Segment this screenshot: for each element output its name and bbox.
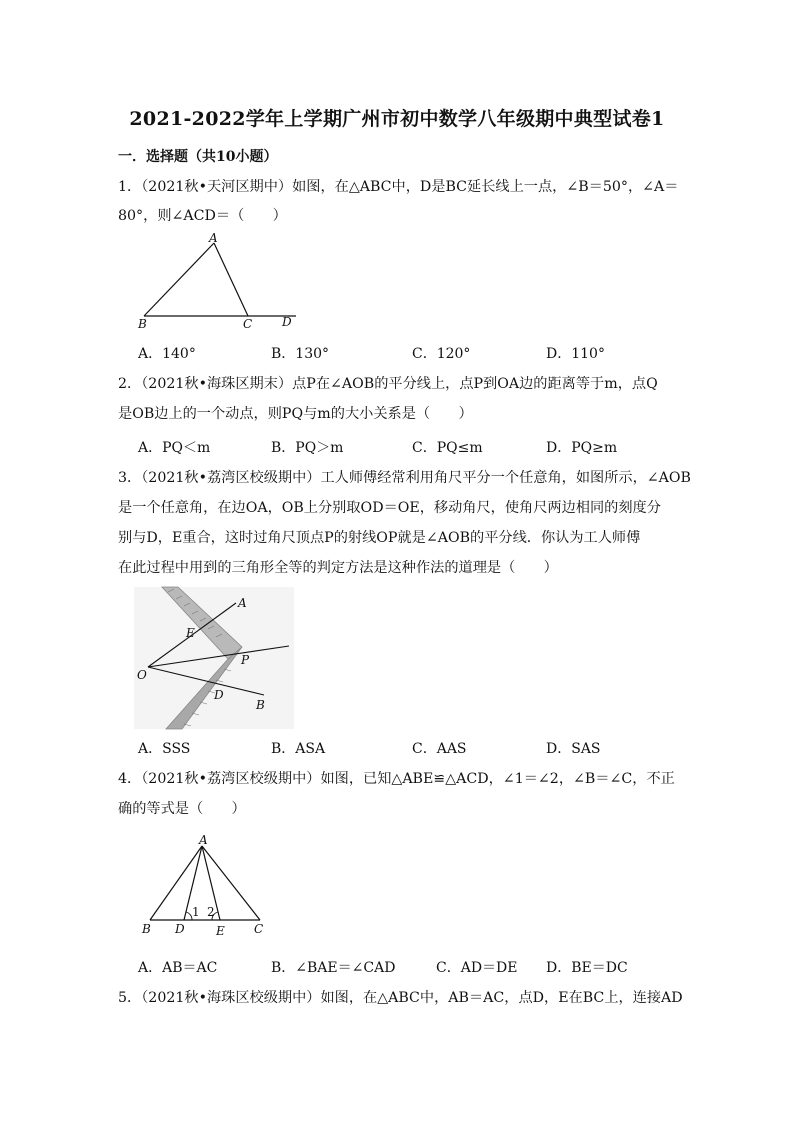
q4-label-b: B: [142, 922, 151, 936]
q3-line-4: 在此过程中用到的三角形全等的判定方法是这种作法的道理是（ ）: [118, 560, 558, 576]
q4-option-a[interactable]: A．AB＝AC: [138, 960, 218, 976]
q4-label-1: 1: [192, 905, 200, 919]
q1-line-2: 80°，则∠ACD＝（ ）: [118, 208, 287, 224]
q2-option-c[interactable]: C．PQ≤m: [412, 440, 483, 456]
q2-option-b[interactable]: B．PQ＞m: [271, 440, 344, 456]
section-heading: 一．选择题（共10小题）: [118, 149, 278, 165]
q3-option-c[interactable]: C．AAS: [412, 741, 467, 757]
page-title: 2021-2022学年上学期广州市初中数学八年级期中典型试卷1: [129, 108, 665, 130]
q4-label-e: E: [216, 924, 225, 938]
q1-line-ab: [144, 243, 214, 316]
q3-option-d[interactable]: D．SAS: [546, 741, 601, 757]
q5-line-1: 5．（2021秋•海珠区校级期中）如图，在△ABC中，AB＝AC，点D，E在BC上，连接AD: [118, 990, 683, 1006]
q3-line-1: 3．（2021秋•荔湾区校级期中）工人师傅经常利用角尺平分一个任意角，如图所示，∠AOB: [118, 470, 691, 486]
q4-label-a: A: [199, 833, 208, 847]
q4-label-d: D: [175, 922, 185, 936]
q1-option-d[interactable]: D．110°: [546, 346, 605, 362]
q2-option-a[interactable]: A．PQ＜m: [138, 440, 211, 456]
q3-label-b: B: [256, 698, 265, 712]
q3-line-3: 别与D，E重合，这时过角尺顶点P的射线OP就是∠AOB的平分线．你认为工人师傅: [118, 530, 641, 546]
q3-option-a[interactable]: A．SSS: [138, 741, 191, 757]
q2-line-2: 是OB边上的一个动点，则PQ与m的大小关系是（ ）: [118, 406, 473, 422]
q3-photo-background: [134, 587, 294, 729]
q1-line-ac: [214, 243, 248, 316]
q3-label-e: E: [186, 626, 195, 640]
q4-triangle-figure: [136, 834, 276, 940]
q2-option-d[interactable]: D．PQ≥m: [546, 440, 618, 456]
q3-label-a: A: [238, 596, 247, 610]
q3-angle-ruler-figure: [134, 587, 294, 729]
q4-option-b[interactable]: B．∠BAE＝∠CAD: [271, 960, 396, 976]
q4-label-c: C: [254, 922, 264, 936]
q1-option-a[interactable]: A．140°: [138, 346, 196, 362]
q2-line-1: 2．（2021秋•海珠区期末）点P在∠AOB的平分线上，点P到OA边的距离等于m，点Q: [118, 376, 658, 392]
q4-option-c[interactable]: C．AD＝DE: [436, 960, 518, 976]
q1-label-d: D: [282, 315, 292, 329]
q3-label-o: O: [137, 668, 147, 682]
q1-line-1: 1．（2021秋•天河区期中）如图，在△ABC中，D是BC延长线上一点，∠B＝50°，∠A＝: [118, 179, 679, 195]
q1-option-b[interactable]: B．130°: [271, 346, 330, 362]
q3-line-2: 是一个任意角，在边OA，OB上分别取OD＝OE，移动角尺，使角尺两边相同的刻度分: [118, 500, 661, 516]
q3-option-b[interactable]: B．ASA: [271, 741, 326, 757]
q1-label-a: A: [209, 231, 218, 245]
q1-triangle-figure: [130, 228, 310, 338]
q1-option-c[interactable]: C．120°: [412, 346, 471, 362]
q4-option-d[interactable]: D．BE＝DC: [546, 960, 628, 976]
q3-label-d: D: [214, 688, 224, 702]
q3-label-p: P: [241, 653, 250, 667]
q4-line-2: 确的等式是（ ）: [118, 801, 246, 817]
q4-label-2: 2: [207, 905, 215, 919]
q1-label-c: C: [243, 317, 253, 331]
q1-label-b: B: [138, 317, 147, 331]
q4-line-1: 4．（2021秋•荔湾区校级期中）如图，已知△ABE≌△ACD，∠1＝∠2，∠B＝∠C，不正: [118, 771, 675, 787]
